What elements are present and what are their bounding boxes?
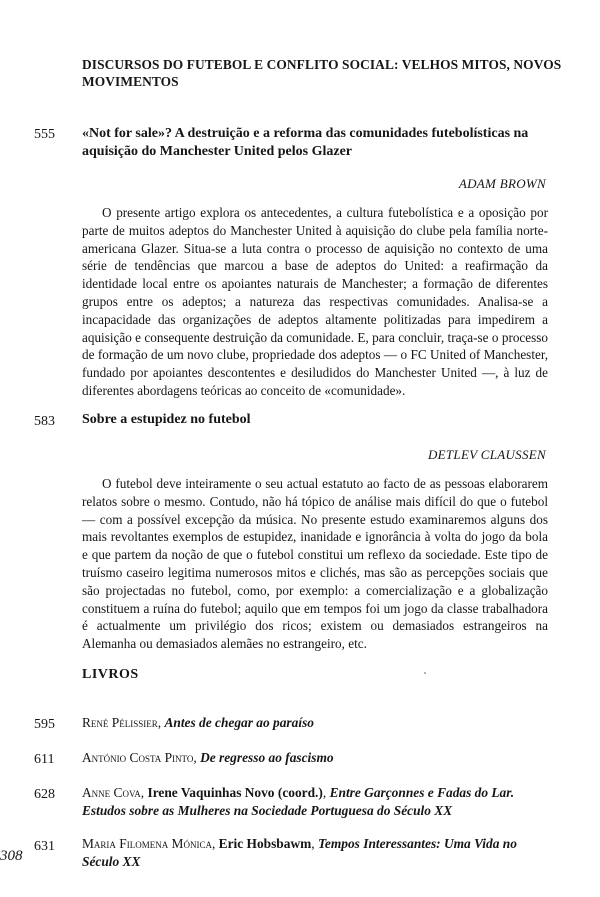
book-entry: Maria Filomena Mónica, Eric Hobsbawm, Tempos Interessantes: Uma Vida no Século XX	[82, 836, 517, 869]
book-title: Antes de chegar ao paraíso	[164, 715, 314, 730]
book-page-number: 595	[34, 717, 55, 732]
book-entry: Anne Cova, Irene Vaquinhas Novo (coord.), Entre Garçonnes e Fadas do Lar. Estudos sobre as Mulheres na Sociedade Portuguesa do Século XX	[82, 785, 515, 818]
book-coauthor: Irene Vaquinhas Novo (coord.)	[147, 785, 323, 800]
book-author: Anne Cova	[82, 785, 141, 800]
article-page-number: 555	[34, 127, 55, 142]
book-page-number: 631	[34, 839, 55, 854]
article-author: ADAM BROWN	[458, 176, 546, 191]
article-page-number: 583	[34, 414, 55, 429]
book-title: Entre Garçonnes e Fadas do Lar. Estudos sobre as Mulheres na Sociedade Portuguesa do Século XX	[82, 785, 515, 818]
article-author: DETLEV CLAUSSEN	[427, 447, 546, 462]
book-entry: António Costa Pinto, De regresso ao fascismo	[82, 750, 334, 765]
article-title: «Not for sale»? A destruição e a reforma das comunidades futebolísticas na aquisição do Manchester United pelos Glazer	[82, 126, 529, 159]
article-abstract: O presente artigo explora os antecedentes, a cultura futebolística e a oposição por parte de muitos adeptos do Manchester United à aquisição do clube pela família norte-americana Glazer. Situa-se a luta contra o processo de aquisição no contexto de uma série de tendências que marcou a base de adeptos do United: a reafirmação da identidade local entre os apoiantes naturais de Manchester; a formação de diferentes grupos entre os adeptos; a natureza das respectivas comunidades. Analisa-se a incapacidade das organizações de adeptos altamente politizadas para impedirem a aquisição e consequente destruição da comunidade. E, para concluir, traça-se o processo de formação de um novo clube, propriedade dos adeptos — o FC United of Manchester, fundado por apoiantes descontentes e desiludidos do Manchester United —, à luz de diferentes abordagens teóricas ao conceito de «comunidade».	[82, 205, 548, 398]
stray-mark	[424, 672, 426, 674]
page-number: 308	[0, 848, 23, 864]
book-coauthor: Eric Hobsbawm	[218, 836, 312, 851]
book-author: António Costa Pinto	[82, 750, 194, 765]
book-author: René Pélissier	[82, 715, 158, 730]
book-title: De regresso ao fascismo	[200, 750, 334, 765]
book-page-number: 611	[34, 752, 55, 767]
book-page-number: 628	[34, 787, 55, 802]
article-title: Sobre a estupidez no futebol	[82, 412, 251, 427]
book-author: Maria Filomena Mónica	[82, 836, 212, 851]
books-heading: LIVROS	[82, 667, 139, 682]
book-title: Tempos Interessantes: Uma Vida no Século XX	[82, 836, 517, 869]
section-header: DISCURSOS DO FUTEBOL E CONFLITO SOCIAL: VELHOS MITOS, NOVOS MOVIMENTOS	[82, 57, 562, 89]
book-entry: René Pélissier, Antes de chegar ao paraíso	[82, 715, 314, 730]
article-abstract: O futebol deve inteiramente o seu actual estatuto ao facto de as pessoas elaborarem relatos sobre o mesmo. Contudo, não há tópico de análise mais difícil do que o futebol — com a possível excepção da música. No presente estudo examinaremos alguns dos mais revoltantes exemplos de estupidez, inanidade e ignorância à volta do jogo da bola e que partem da noção de que o futebol constitui um reflexo da sociedade. Este tipo de truísmo caseiro legitima numerosos mitos e clichés, mas são as percepções sociais que são projectadas no futebol, como, por exemplo: a comercialização e a globalização constituem a ruína do futebol; aquilo que em tempos foi um jogo da classe trabalhadora é actualmente um privilégio dos ricos; existem ou demasiados estrangeiros na Alemanha ou demasiados alemães no estrangeiro, etc.	[82, 476, 548, 652]
